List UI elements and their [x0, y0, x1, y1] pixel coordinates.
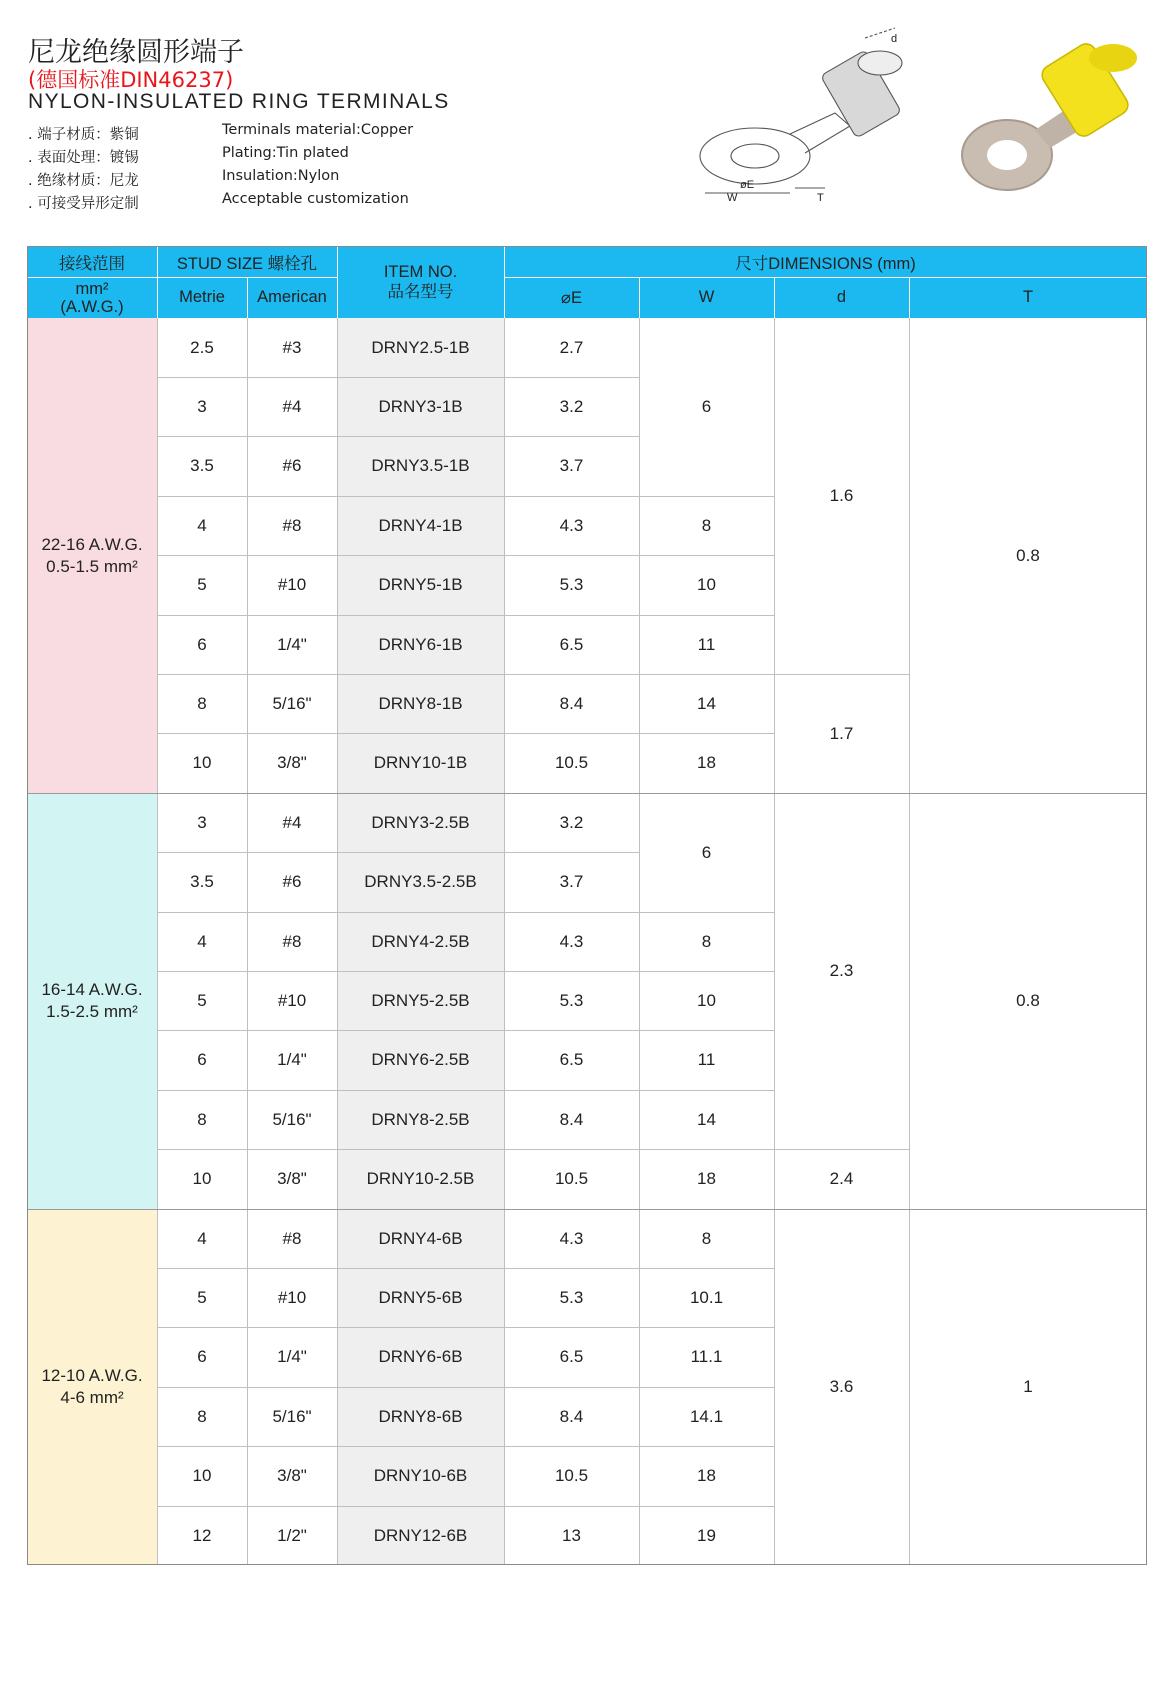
d-cell: 3.6	[829, 1377, 854, 1397]
metrie-cell: 2.5	[190, 337, 214, 357]
metrie-cell: 3.5	[190, 872, 214, 892]
header-d: d	[774, 277, 909, 318]
metrie-cell: 3	[197, 812, 207, 832]
item-no-cell: DRNY5-1B	[337, 556, 504, 615]
range-awg: 12-10 A.W.G.	[41, 1366, 143, 1386]
spec-en-insulation: Insulation:Nylon	[222, 168, 340, 184]
t-cell: 0.8	[1016, 991, 1040, 1011]
metrie-cell: 4	[197, 931, 207, 951]
w-cell: 8	[701, 1228, 712, 1248]
dim-label-e: øE	[740, 179, 755, 191]
spec-en-material: Terminals material:Copper	[222, 122, 414, 138]
range-mm: 4-6 mm²	[60, 1388, 124, 1408]
american-cell: 5/16"	[272, 694, 312, 714]
item-no-cell: DRNY3.5-2.5B	[337, 853, 504, 912]
metrie-cell: 5	[197, 575, 207, 595]
e-cell: 6.5	[559, 1347, 584, 1367]
item-no-cell: DRNY6-6B	[337, 1328, 504, 1387]
item-no-cell: DRNY10-1B	[337, 734, 504, 793]
w-cell: 6	[701, 842, 712, 862]
american-cell: 3/8"	[277, 1169, 307, 1189]
terminal-photo-icon	[955, 30, 1155, 200]
metrie-cell: 12	[192, 1525, 212, 1545]
dim-label-d: d	[891, 33, 898, 45]
w-cell: 18	[697, 1169, 716, 1189]
metrie-cell: 8	[197, 694, 207, 714]
e-cell: 6.5	[559, 1050, 584, 1070]
w-cell: 11	[697, 1050, 716, 1070]
item-no-cell: DRNY6-2.5B	[337, 1031, 504, 1090]
range-awg: 22-16 A.W.G.	[41, 534, 143, 554]
d-cell: 1.6	[829, 486, 854, 506]
w-cell: 11	[697, 634, 716, 654]
standard-label: (德国标准DIN46237)	[28, 68, 234, 92]
american-cell: #8	[282, 515, 302, 535]
metrie-cell: 4	[197, 515, 207, 535]
item-no-cell: DRNY2.5-1B	[337, 318, 504, 377]
d-cell: 2.3	[829, 961, 854, 981]
w-cell: 18	[697, 1466, 716, 1486]
item-no-cell: DRNY4-2.5B	[337, 912, 504, 971]
e-cell: 5.3	[559, 1288, 584, 1308]
e-cell: 3.2	[559, 812, 584, 832]
e-cell: 4.3	[559, 931, 584, 951]
metrie-cell: 3.5	[190, 456, 214, 476]
header-t: T	[909, 277, 1147, 318]
range-mm: 0.5-1.5 mm²	[46, 556, 138, 576]
w-cell: 11.1	[690, 1347, 723, 1367]
metrie-cell: 8	[197, 1109, 207, 1129]
metrie-cell: 6	[197, 634, 207, 654]
american-cell: #10	[277, 575, 307, 595]
dim-label-t: T	[817, 192, 824, 204]
title-en: NYLON-INSULATED RING TERMINALS	[28, 90, 450, 113]
title-cn: 尼龙绝缘圆形端子	[28, 37, 244, 68]
w-cell: 10	[697, 575, 716, 595]
item-no-cell: DRNY12-6B	[337, 1506, 504, 1565]
spec-cn-customization: . 可接受异形定制	[28, 196, 139, 212]
e-cell: 13	[562, 1525, 581, 1545]
header-range: 接线范围	[27, 246, 157, 277]
american-cell: #6	[282, 456, 302, 476]
metrie-cell: 6	[197, 1347, 207, 1367]
e-cell: 5.3	[559, 575, 584, 595]
header-w: W	[639, 277, 774, 318]
w-cell: 10.1	[689, 1288, 724, 1308]
item-no-cell: DRNY3-1B	[337, 377, 504, 436]
e-cell: 3.2	[559, 397, 584, 417]
e-cell: 10.5	[554, 1169, 589, 1189]
metrie-cell: 5	[197, 1288, 207, 1308]
header-range-mm: mm²	[75, 279, 109, 298]
terminal-dimension-drawing-icon	[685, 18, 985, 208]
e-cell: 10.5	[554, 753, 589, 773]
table-border	[27, 246, 1147, 1565]
american-cell: #6	[282, 872, 302, 892]
american-cell: #8	[282, 931, 302, 951]
w-cell: 10	[697, 991, 716, 1011]
page-header	[0, 0, 1176, 240]
e-cell: 8.4	[559, 1406, 584, 1426]
american-cell: 3/8"	[277, 753, 307, 773]
spec-en-plating: Plating:Tin plated	[222, 145, 349, 161]
header-dimensions: 尺寸DIMENSIONS (mm)	[504, 246, 1147, 277]
header-american: American	[247, 277, 337, 318]
e-cell: 10.5	[554, 1466, 589, 1486]
w-cell: 6	[701, 397, 712, 417]
e-cell: 8.4	[559, 694, 584, 714]
metrie-cell: 10	[192, 1466, 212, 1486]
american-cell: 5/16"	[272, 1406, 312, 1426]
w-cell: 8	[701, 515, 712, 535]
item-no-cell: DRNY10-6B	[337, 1447, 504, 1506]
item-no-cell: DRNY6-1B	[337, 615, 504, 674]
e-cell: 4.3	[559, 1228, 584, 1248]
w-cell: 19	[697, 1525, 716, 1545]
e-cell: 4.3	[559, 515, 584, 535]
t-cell: 0.8	[1016, 545, 1040, 565]
e-cell: 5.3	[559, 991, 584, 1011]
e-cell: 3.7	[559, 456, 584, 476]
e-cell: 6.5	[559, 634, 584, 654]
metrie-cell: 10	[192, 753, 212, 773]
metrie-cell: 5	[197, 991, 207, 1011]
header-item-cn: 品名型号	[387, 283, 454, 301]
d-cell: 2.4	[829, 1169, 854, 1189]
item-no-cell: DRNY8-1B	[337, 674, 504, 733]
spec-cn-insulation: . 绝缘材质：尼龙	[28, 173, 139, 189]
e-cell: 8.4	[559, 1109, 584, 1129]
terminal-spec-table	[27, 246, 1147, 1676]
dim-label-w: W	[727, 192, 738, 204]
w-cell: 8	[701, 931, 712, 951]
metrie-cell: 8	[197, 1406, 207, 1426]
american-cell: 3/8"	[277, 1466, 307, 1486]
header-range-awg: (A.W.G.)	[60, 297, 124, 316]
w-cell: 14	[697, 1109, 716, 1129]
item-no-cell: DRNY3.5-1B	[337, 437, 504, 496]
american-cell: #4	[282, 397, 302, 417]
american-cell: 1/4"	[277, 634, 307, 654]
e-cell: 3.7	[559, 872, 584, 892]
american-cell: #8	[282, 1228, 302, 1248]
american-cell: 1/4"	[277, 1050, 307, 1070]
metrie-cell: 4	[197, 1228, 207, 1248]
spec-cn-plating: . 表面处理：镀锡	[28, 150, 139, 166]
metrie-cell: 6	[197, 1050, 207, 1070]
item-no-cell: DRNY3-2.5B	[337, 793, 504, 852]
american-cell: #4	[282, 812, 302, 832]
american-cell: #10	[277, 1288, 307, 1308]
metrie-cell: 3	[197, 397, 207, 417]
item-no-cell: DRNY4-1B	[337, 496, 504, 555]
spec-cn-material: . 端子材质：紫铜	[28, 127, 139, 143]
header-stud-size: STUD SIZE 螺栓孔	[157, 246, 337, 277]
header-e: ⌀E	[504, 277, 639, 318]
item-no-cell: DRNY4-6B	[337, 1209, 504, 1268]
american-cell: #10	[277, 991, 307, 1011]
spec-en-customization: Acceptable customization	[222, 191, 409, 207]
american-cell: #3	[282, 337, 302, 357]
item-no-cell: DRNY8-2.5B	[337, 1090, 504, 1149]
american-cell: 5/16"	[272, 1109, 312, 1129]
metrie-cell: 10	[192, 1169, 212, 1189]
range-mm: 1.5-2.5 mm²	[46, 1002, 138, 1022]
american-cell: 1/4"	[277, 1347, 307, 1367]
header-item-en: ITEM NO.	[383, 263, 458, 281]
item-no-cell: DRNY8-6B	[337, 1387, 504, 1446]
item-no-cell: DRNY5-6B	[337, 1268, 504, 1327]
item-no-cell: DRNY10-2.5B	[337, 1150, 504, 1209]
e-cell: 2.7	[559, 337, 584, 357]
w-cell: 14	[697, 694, 716, 714]
d-cell: 1.7	[829, 723, 854, 743]
range-awg: 16-14 A.W.G.	[41, 980, 143, 1000]
w-cell: 14.1	[689, 1406, 724, 1426]
american-cell: 1/2"	[277, 1525, 307, 1545]
w-cell: 18	[697, 753, 716, 773]
item-no-cell: DRNY5-2.5B	[337, 971, 504, 1030]
header-metrie: Metrie	[157, 277, 247, 318]
t-cell: 1	[1023, 1377, 1033, 1397]
